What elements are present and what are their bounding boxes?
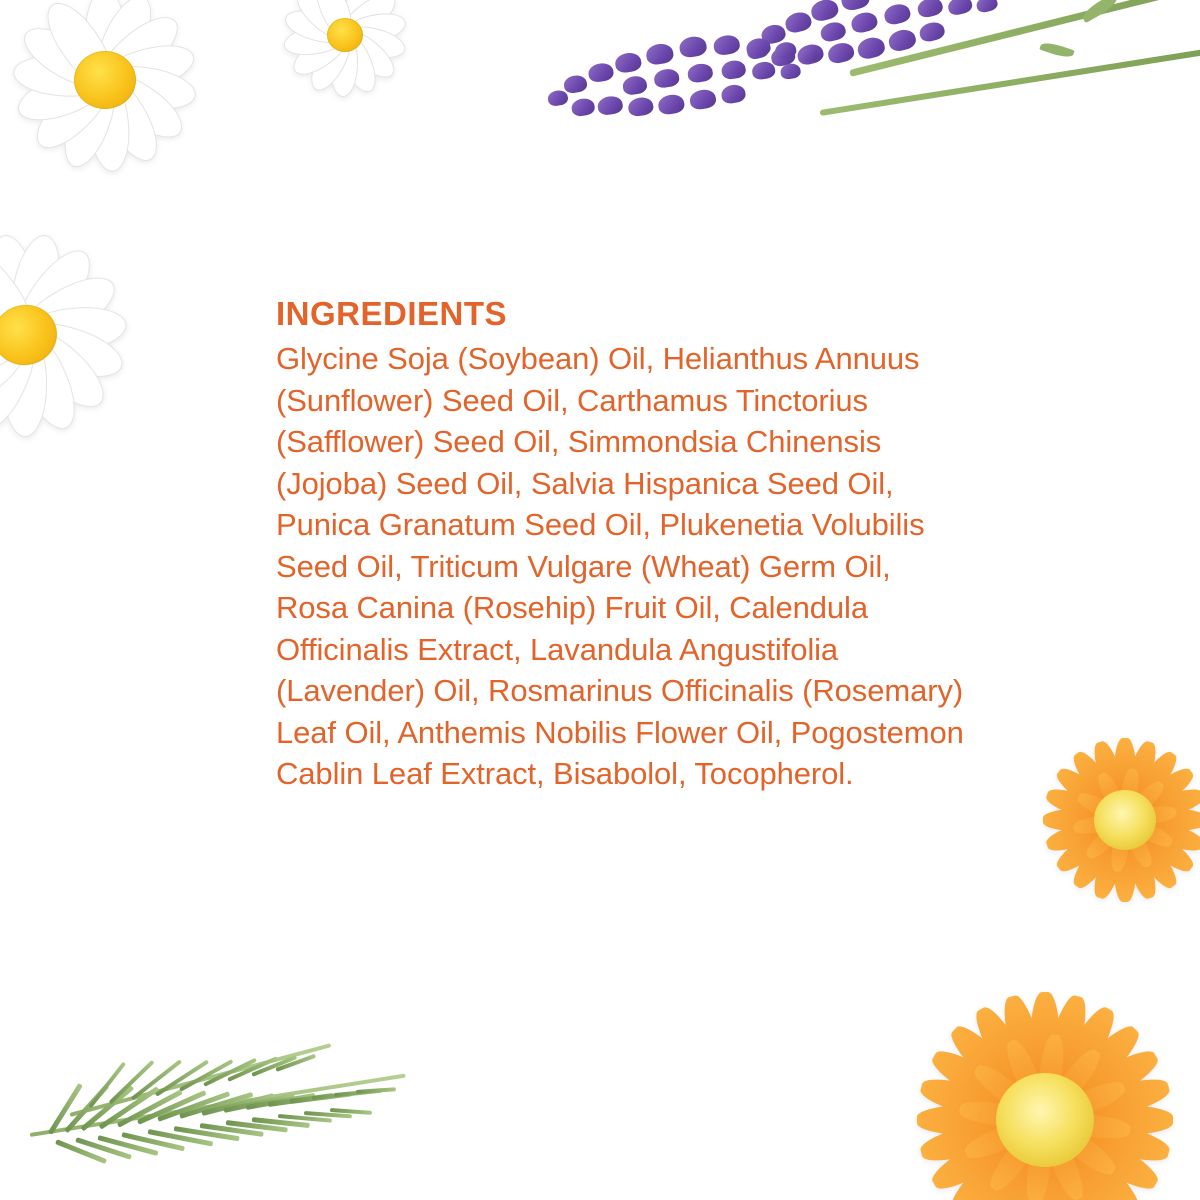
ingredients-heading: INGREDIENTS (276, 295, 508, 332)
calendula-flower-right (1020, 715, 1200, 925)
ingredients-section (276, 296, 966, 795)
ingredients-list-text: Glycine Soja (Soybean) Oil, Helianthus Annuus (Sunflower) Seed Oil, Carthamus Tinctorius (Safflower) Seed Oil, Simmondsia Chinensis (Jojoba) Seed Oil, Salvia Hispanica Seed Oil, Punica Granatum Seed Oil, Plukenetia Volubilis Seed Oil, Triticum Vulgare (Wheat) Germ Oil, Rosa Canina (Rosehip) Fruit Oil, Calendula Officinalis Extract, Lavandula Angustifolia (Lavender) Oil, Rosmarinus Officinalis (Rosemary) Leaf Oil, Anthemis Nobilis Flower Oil, Pogostemon Cablin Leaf Extract, Bisabolol, Tocopherol. (276, 341, 964, 792)
daisy-center (327, 18, 363, 52)
lavender-sprig-top-right (520, 0, 1200, 210)
calendula-flower-bottom-right (880, 955, 1200, 1200)
daisy-flower-top-left (0, 0, 220, 195)
lavender-spike (727, 0, 1074, 110)
daisy-center (74, 51, 136, 109)
daisy-flower-mid-left (0, 181, 179, 489)
daisy-center (0, 299, 63, 371)
lavender-spike (533, 0, 866, 154)
calendula-center (996, 1073, 1094, 1167)
rosemary-sprig-bottom-left (10, 1005, 470, 1195)
calendula-center (1094, 790, 1156, 850)
daisy-flower-top-left-small (265, 0, 425, 115)
